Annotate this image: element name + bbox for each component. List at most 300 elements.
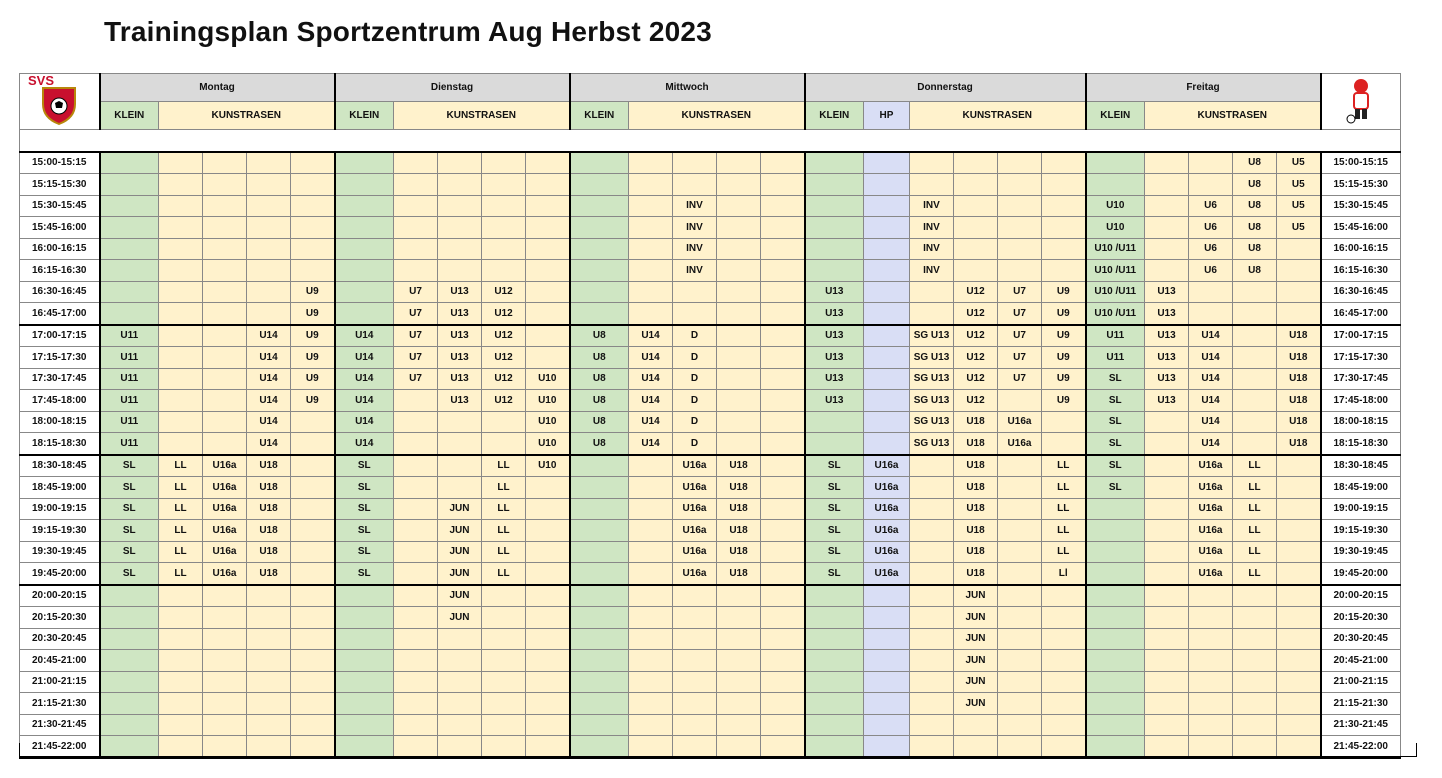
schedule-cell: [1086, 607, 1145, 629]
schedule-cell: SL: [1086, 433, 1145, 455]
schedule-cell: [805, 585, 864, 607]
schedule-cell: [247, 260, 291, 282]
schedule-cell: [954, 217, 998, 239]
time-slot-right: 18:30-18:45: [1321, 455, 1401, 477]
schedule-cell: [570, 455, 629, 477]
schedule-cell: [203, 238, 247, 260]
schedule-cell: [159, 650, 203, 672]
schedule-cell: LL: [159, 520, 203, 542]
schedule-cell: [394, 174, 438, 196]
time-slot-right: 19:30-19:45: [1321, 541, 1401, 563]
schedule-cell: [998, 585, 1042, 607]
schedule-cell: [1086, 628, 1145, 650]
time-slot-left: 17:00-17:15: [20, 325, 100, 347]
schedule-cell: [335, 281, 394, 303]
schedule-cell: [1277, 281, 1321, 303]
time-slot-right: 18:15-18:30: [1321, 433, 1401, 455]
schedule-cell: [1189, 303, 1233, 325]
time-slot-left: 20:15-20:30: [20, 607, 100, 629]
schedule-cell: U13: [1145, 368, 1189, 390]
schedule-cell: [761, 238, 805, 260]
schedule-cell: [291, 671, 335, 693]
schedule-cell: [673, 303, 717, 325]
field-kunstrasen-freitag: KUNSTRASEN: [1145, 102, 1321, 130]
schedule-cell: [526, 477, 570, 499]
schedule-cell: [1042, 217, 1086, 239]
schedule-cell: U11: [100, 433, 159, 455]
schedule-cell: U13: [438, 368, 482, 390]
schedule-cell: U9: [1042, 325, 1086, 347]
schedule-cell: [570, 585, 629, 607]
schedule-cell: U14: [247, 411, 291, 433]
schedule-cell: [1145, 650, 1189, 672]
schedule-cell: [1042, 260, 1086, 282]
schedule-cell: JUN: [954, 650, 998, 672]
schedule-cell: [438, 433, 482, 455]
schedule-cell: U16a: [864, 563, 910, 585]
schedule-cell: [159, 174, 203, 196]
schedule-cell: LL: [482, 455, 526, 477]
schedule-cell: SL: [805, 498, 864, 520]
schedule-cell: JUN: [954, 628, 998, 650]
day-header-freitag: Freitag: [1086, 74, 1321, 102]
schedule-cell: U16a: [1189, 563, 1233, 585]
schedule-cell: [1086, 671, 1145, 693]
schedule-cell: [159, 152, 203, 174]
schedule-cell: [1086, 541, 1145, 563]
schedule-cell: [203, 628, 247, 650]
schedule-cell: [1145, 238, 1189, 260]
schedule-cell: [910, 693, 954, 715]
schedule-cell: INV: [910, 238, 954, 260]
schedule-cell: LL: [1233, 455, 1277, 477]
table-row: [20, 411, 1401, 433]
schedule-cell: [159, 693, 203, 715]
schedule-cell: [761, 541, 805, 563]
schedule-cell: [291, 433, 335, 455]
schedule-cell: [998, 477, 1042, 499]
schedule-cell: [570, 520, 629, 542]
schedule-cell: [203, 390, 247, 412]
schedule-cell: [864, 585, 910, 607]
schedule-cell: U18: [247, 541, 291, 563]
time-slot-left: 18:00-18:15: [20, 411, 100, 433]
schedule-cell: [438, 195, 482, 217]
schedule-cell: SL: [805, 477, 864, 499]
schedule-cell: [805, 174, 864, 196]
schedule-cell: [761, 368, 805, 390]
schedule-cell: [335, 260, 394, 282]
schedule-cell: [291, 693, 335, 715]
table-row: [20, 714, 1401, 736]
schedule-cell: [998, 152, 1042, 174]
schedule-cell: U12: [954, 347, 998, 369]
schedule-cell: U13: [1145, 347, 1189, 369]
schedule-cell: [998, 455, 1042, 477]
schedule-cell: [1233, 347, 1277, 369]
schedule-cell: [394, 563, 438, 585]
schedule-cell: U11: [1086, 347, 1145, 369]
schedule-cell: [761, 607, 805, 629]
schedule-cell: [805, 152, 864, 174]
schedule-cell: D: [673, 390, 717, 412]
day-header-row: [20, 74, 1401, 102]
schedule-cell: LL: [1233, 477, 1277, 499]
time-slot-left: 16:45-17:00: [20, 303, 100, 325]
schedule-cell: [570, 714, 629, 736]
schedule-cell: [1277, 260, 1321, 282]
schedule-cell: [526, 585, 570, 607]
schedule-cell: [864, 650, 910, 672]
schedule-cell: [629, 498, 673, 520]
mascot-logo: [1321, 74, 1401, 130]
schedule-cell: [805, 411, 864, 433]
schedule-cell: SL: [805, 541, 864, 563]
schedule-cell: [998, 520, 1042, 542]
schedule-cell: U8: [570, 411, 629, 433]
schedule-cell: [998, 541, 1042, 563]
schedule-cell: U13: [1145, 325, 1189, 347]
schedule-cell: U18: [717, 455, 761, 477]
time-slot-left: 19:00-19:15: [20, 498, 100, 520]
schedule-cell: LL: [482, 477, 526, 499]
schedule-cell: [291, 563, 335, 585]
schedule-cell: [629, 563, 673, 585]
schedule-cell: [100, 174, 159, 196]
schedule-cell: U5: [1277, 174, 1321, 196]
schedule-cell: [291, 498, 335, 520]
schedule-cell: U6: [1189, 195, 1233, 217]
table-row: [20, 152, 1401, 174]
schedule-cell: U9: [291, 368, 335, 390]
schedule-cell: [570, 303, 629, 325]
schedule-cell: U9: [291, 390, 335, 412]
schedule-cell: [717, 650, 761, 672]
table-row: [20, 195, 1401, 217]
schedule-cell: [394, 693, 438, 715]
schedule-cell: [805, 714, 864, 736]
schedule-cell: U8: [1233, 260, 1277, 282]
schedule-cell: [100, 195, 159, 217]
schedule-cell: [998, 217, 1042, 239]
schedule-cell: LL: [482, 541, 526, 563]
schedule-cell: SL: [335, 541, 394, 563]
schedule-cell: [394, 585, 438, 607]
schedule-cell: [570, 195, 629, 217]
schedule-cell: [335, 693, 394, 715]
schedule-cell: [1086, 152, 1145, 174]
schedule-cell: LL: [1233, 498, 1277, 520]
schedule-cell: SL: [100, 498, 159, 520]
schedule-cell: U18: [1277, 433, 1321, 455]
schedule-cell: [291, 455, 335, 477]
schedule-cell: U16a: [1189, 541, 1233, 563]
schedule-cell: [954, 714, 998, 736]
schedule-cell: JUN: [438, 520, 482, 542]
schedule-cell: LL: [482, 520, 526, 542]
schedule-cell: [761, 455, 805, 477]
schedule-cell: U13: [438, 281, 482, 303]
schedule-cell: U11: [100, 411, 159, 433]
schedule-cell: [1233, 607, 1277, 629]
field-kunstrasen-dienstag: KUNSTRASEN: [394, 102, 570, 130]
schedule-cell: [717, 390, 761, 412]
schedule-cell: [247, 585, 291, 607]
table-row: [20, 390, 1401, 412]
schedule-cell: [1086, 693, 1145, 715]
schedule-cell: [1145, 195, 1189, 217]
schedule-cell: U14: [1189, 347, 1233, 369]
schedule-cell: D: [673, 411, 717, 433]
time-slot-right: 17:15-17:30: [1321, 347, 1401, 369]
schedule-cell: U16a: [203, 541, 247, 563]
table-row: [20, 693, 1401, 715]
schedule-cell: U16a: [864, 520, 910, 542]
schedule-cell: [1277, 628, 1321, 650]
schedule-cell: [1145, 411, 1189, 433]
schedule-cell: [159, 303, 203, 325]
time-slot-right: 18:45-19:00: [1321, 477, 1401, 499]
schedule-cell: [100, 607, 159, 629]
table-row: [20, 563, 1401, 585]
schedule-cell: LL: [159, 477, 203, 499]
schedule-cell: [805, 217, 864, 239]
schedule-cell: [1145, 607, 1189, 629]
schedule-cell: U18: [954, 541, 998, 563]
schedule-cell: U18: [1277, 390, 1321, 412]
schedule-cell: SL: [335, 455, 394, 477]
schedule-cell: [1145, 714, 1189, 736]
schedule-cell: [629, 671, 673, 693]
schedule-cell: LL: [159, 563, 203, 585]
schedule-cell: [717, 174, 761, 196]
schedule-cell: [159, 217, 203, 239]
schedule-cell: U16a: [998, 433, 1042, 455]
schedule-cell: [203, 152, 247, 174]
time-slot-left: 18:15-18:30: [20, 433, 100, 455]
schedule-cell: INV: [673, 195, 717, 217]
schedule-cell: [482, 174, 526, 196]
time-slot-left: 20:30-20:45: [20, 628, 100, 650]
field-klein-mittwoch: KLEIN: [570, 102, 629, 130]
schedule-cell: [291, 260, 335, 282]
schedule-cell: [100, 693, 159, 715]
schedule-cell: U18: [247, 455, 291, 477]
schedule-cell: [761, 628, 805, 650]
time-slot-right: 17:45-18:00: [1321, 390, 1401, 412]
schedule-cell: U16a: [673, 477, 717, 499]
schedule-cell: U18: [954, 455, 998, 477]
schedule-cell: [394, 541, 438, 563]
schedule-cell: [1233, 390, 1277, 412]
schedule-cell: U7: [998, 303, 1042, 325]
schedule-cell: [159, 325, 203, 347]
schedule-cell: U10: [1086, 217, 1145, 239]
schedule-cell: [394, 195, 438, 217]
schedule-cell: U13: [805, 281, 864, 303]
header-gap-row: [20, 130, 1401, 152]
schedule-cell: [438, 174, 482, 196]
schedule-cell: [673, 628, 717, 650]
schedule-cell: [954, 260, 998, 282]
schedule-cell: LL: [1233, 541, 1277, 563]
schedule-cell: [629, 541, 673, 563]
schedule-cell: [629, 650, 673, 672]
schedule-cell: [805, 650, 864, 672]
schedule-cell: [1145, 563, 1189, 585]
schedule-cell: U12: [482, 281, 526, 303]
schedule-cell: [717, 585, 761, 607]
schedule-cell: U10 /U11: [1086, 281, 1145, 303]
schedule-cell: U13: [438, 347, 482, 369]
schedule-cell: U16a: [864, 455, 910, 477]
schedule-cell: [998, 195, 1042, 217]
schedule-cell: U16a: [864, 541, 910, 563]
schedule-cell: [394, 238, 438, 260]
schedule-cell: [526, 238, 570, 260]
schedule-cell: U18: [717, 541, 761, 563]
schedule-cell: [864, 607, 910, 629]
table-row: [20, 260, 1401, 282]
schedule-cell: [394, 455, 438, 477]
schedule-cell: U12: [954, 303, 998, 325]
schedule-cell: U14: [629, 347, 673, 369]
schedule-cell: U14: [247, 368, 291, 390]
time-slot-right: 17:30-17:45: [1321, 368, 1401, 390]
schedule-cell: [910, 455, 954, 477]
schedule-cell: [159, 671, 203, 693]
schedule-cell: LL: [482, 563, 526, 585]
schedule-cell: [570, 671, 629, 693]
schedule-cell: [570, 607, 629, 629]
schedule-cell: U12: [482, 390, 526, 412]
schedule-cell: [482, 238, 526, 260]
schedule-cell: [1233, 411, 1277, 433]
schedule-cell: [100, 260, 159, 282]
schedule-cell: U12: [482, 303, 526, 325]
schedule-cell: LL: [1233, 563, 1277, 585]
schedule-cell: SG U13: [910, 433, 954, 455]
schedule-cell: [717, 693, 761, 715]
schedule-cell: [335, 174, 394, 196]
table-row: [20, 585, 1401, 607]
schedule-cell: [159, 195, 203, 217]
schedule-cell: [954, 152, 998, 174]
schedule-cell: [159, 390, 203, 412]
table-row: [20, 281, 1401, 303]
schedule-cell: U12: [954, 281, 998, 303]
schedule-cell: [1277, 714, 1321, 736]
schedule-cell: U13: [1145, 303, 1189, 325]
schedule-cell: [100, 238, 159, 260]
schedule-cell: [1233, 693, 1277, 715]
schedule-cell: [1145, 455, 1189, 477]
schedule-cell: U13: [1145, 281, 1189, 303]
schedule-cell: [1233, 368, 1277, 390]
schedule-cell: [998, 671, 1042, 693]
schedule-cell: [1189, 281, 1233, 303]
schedule-cell: [910, 174, 954, 196]
schedule-cell: [998, 693, 1042, 715]
time-slot-left: 19:45-20:00: [20, 563, 100, 585]
schedule-cell: [1042, 650, 1086, 672]
schedule-cell: [203, 217, 247, 239]
schedule-cell: U14: [247, 325, 291, 347]
schedule-cell: [629, 195, 673, 217]
schedule-cell: JUN: [438, 498, 482, 520]
schedule-cell: U14: [629, 368, 673, 390]
schedule-cell: [159, 281, 203, 303]
schedule-cell: U8: [570, 390, 629, 412]
schedule-cell: [335, 303, 394, 325]
schedule-cell: [159, 368, 203, 390]
schedule-cell: U9: [291, 325, 335, 347]
schedule-cell: [335, 714, 394, 736]
schedule-cell: U10 /U11: [1086, 238, 1145, 260]
schedule-cell: U7: [998, 368, 1042, 390]
schedule-cell: [629, 152, 673, 174]
schedule-cell: [954, 195, 998, 217]
schedule-cell: U18: [1277, 411, 1321, 433]
table-row: [20, 325, 1401, 347]
schedule-cell: U18: [247, 563, 291, 585]
schedule-cell: [1145, 174, 1189, 196]
schedule-cell: U12: [954, 390, 998, 412]
time-slot-right: 15:45-16:00: [1321, 217, 1401, 239]
schedule-cell: [1233, 433, 1277, 455]
schedule-cell: [526, 325, 570, 347]
schedule-cell: U18: [954, 520, 998, 542]
schedule-cell: [761, 433, 805, 455]
schedule-cell: [864, 433, 910, 455]
schedule-cell: [482, 585, 526, 607]
schedule-cell: [394, 411, 438, 433]
schedule-cell: LL: [1042, 477, 1086, 499]
schedule-cell: [629, 238, 673, 260]
schedule-cell: [629, 260, 673, 282]
schedule-cell: [805, 260, 864, 282]
schedule-cell: U18: [1277, 347, 1321, 369]
schedule-cell: [335, 238, 394, 260]
schedule-cell: [482, 433, 526, 455]
schedule-cell: U16a: [673, 563, 717, 585]
schedule-cell: U7: [394, 368, 438, 390]
schedule-cell: [1145, 693, 1189, 715]
schedule-cell: [394, 498, 438, 520]
time-slot-left: 21:45-22:00: [20, 736, 100, 758]
schedule-cell: [438, 238, 482, 260]
schedule-cell: [526, 563, 570, 585]
schedule-cell: U9: [1042, 303, 1086, 325]
schedule-cell: [1145, 520, 1189, 542]
schedule-cell: [247, 238, 291, 260]
schedule-cell: [438, 671, 482, 693]
schedule-cell: [100, 303, 159, 325]
schedule-cell: U16a: [1189, 477, 1233, 499]
field-header-row: [20, 102, 1401, 130]
schedule-cell: U16a: [1189, 498, 1233, 520]
schedule-cell: [1086, 498, 1145, 520]
schedule-cell: [291, 520, 335, 542]
schedule-cell: [526, 303, 570, 325]
schedule-cell: [805, 693, 864, 715]
schedule-cell: [1277, 607, 1321, 629]
schedule-cell: U16a: [1189, 520, 1233, 542]
schedule-cell: [159, 238, 203, 260]
schedule-cell: U10 /U11: [1086, 303, 1145, 325]
schedule-cell: SL: [1086, 390, 1145, 412]
schedule-cell: [717, 607, 761, 629]
